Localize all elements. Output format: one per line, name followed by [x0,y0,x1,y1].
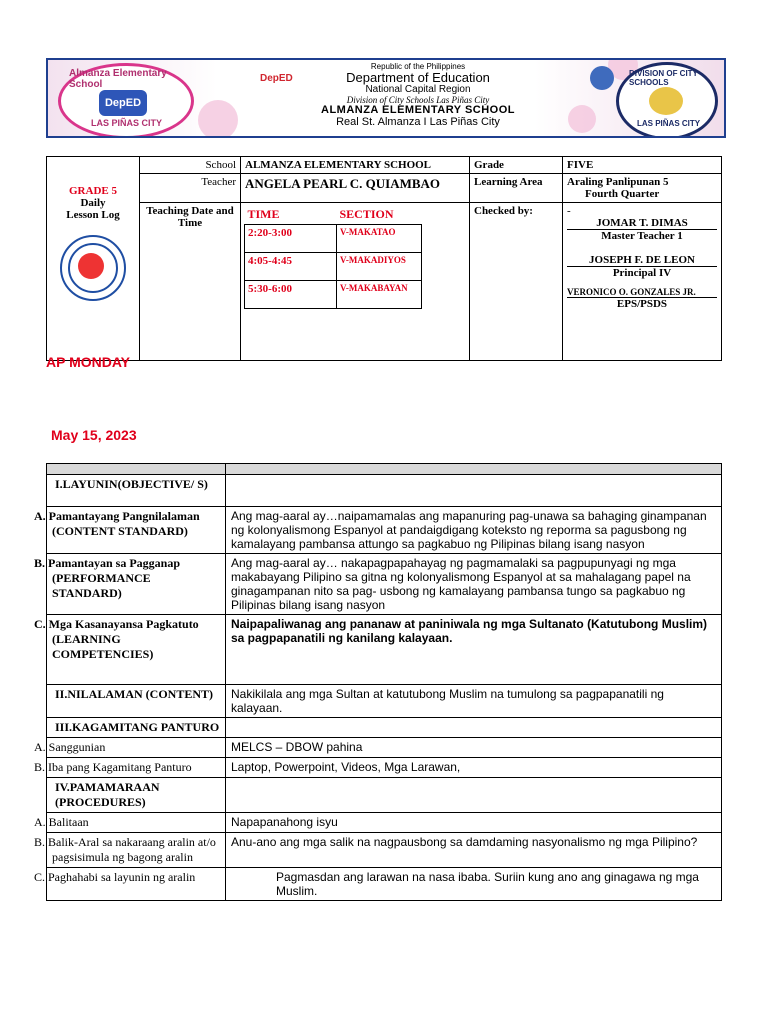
balitaan-text: Napapanahong isyu [226,813,722,833]
paghahabi-label: C. Paghahabi sa layunin ng aralin [47,868,226,901]
grade-value: FIVE [563,157,722,174]
quarter-value: Fourth Quarter [585,188,660,200]
dll-label: Daily Lesson Log [66,197,120,221]
competencies-text: Naipapaliwanag ang pananaw at paniniwala ng mga Sultanato (Katutubong Muslim) sa pagpapanatili ng kanilang kalayaan. [226,615,722,685]
schedule-cell [241,203,470,361]
performance-standard-text: Ang mag-aaral ay… nakapagpapahayag ng pagmamalaki sa pagpupunyagi ng mga makabayang Pilipino sa gitna ng kolonyalismong Espanyol at sa mahalagang papel na ginagampanan nito sa pag- usbong ng kamalayang pambansa tungo sa pagkabuo ng Pilipinas bilang isang nasyon [226,554,722,615]
iba-pang-kagamitan-label: B. Iba pang Kagamitang Panturo [47,758,226,778]
checker3-name: VERONICO O. GONZALES JR. [567,287,717,298]
department-text: Department of Education [346,70,490,86]
school-header-banner [46,58,726,138]
schedule-time: 4:05-4:45 [245,253,337,281]
teaching-date-label: Teaching Date and Time [140,203,241,361]
logo-city-text: LAS PIÑAS CITY [91,118,163,128]
schedule-row [245,253,422,281]
logo-ring-text: Almanza Elementary School [69,68,167,90]
table-row [47,507,722,554]
table-row [47,475,722,507]
teacher-value: ANGELA PEARL C. QUIAMBAO [241,174,470,203]
division-logo [616,62,718,138]
checker2-title: Principal IV [612,267,672,279]
procedures-label: IV.PAMAMARAAN (PROCEDURES) [47,778,226,813]
balik-aral-text: Anu-ano ang mga salik na nagpausbong sa damdaming nasyonalismo ng mga Pilipino? [226,833,722,868]
deped-seal-icon [590,66,614,90]
content-label: II.NILALAMAN (CONTENT) [47,685,226,718]
learning-area-cell [563,174,722,203]
iba-pang-kagamitan-text: Laptop, Powerpoint, Videos, Mga Larawan, [226,758,722,778]
decorative-flower [198,100,238,138]
table-row [47,778,722,813]
section-header: SECTION [339,207,394,221]
table-row [47,758,722,778]
division-text: Division of City Schools Las Piñas City [346,94,490,105]
republic-text: Republic of the Philippines [370,62,466,71]
competencies-label: C. Mga Kasanayansa Pagkatuto (LEARNING COMPETENCIES) [47,615,226,685]
table-header-row [47,464,722,475]
teacher-label: Teacher [140,174,241,203]
content-standard-text: Ang mag-aaral ay…naipamamalas ang mapanuring pag-unawa sa bahaging ginampanan ng kolonyalismong Espanyol at pandaigdigang koteksto ng reporma sa pagusbong ng kamalayang pambansa attungo sa pagkabuo ng Pilipinas bilang isang nasyon [226,507,722,554]
checker3-title: EPS/PSDS [616,298,668,310]
school-logo [58,63,194,138]
checker1-name: JOMAR T. DIMAS [567,217,717,230]
schedule-section: V-MAKABAYAN [337,281,422,309]
ap-monday-heading: AP MONDAY [46,354,131,370]
paghahabi-text: Pagmasdan ang larawan na nasa ibaba. Suriin kung ano ang ginagawa ng mga Muslim. [226,868,722,901]
checker1-title: Master Teacher 1 [601,230,683,242]
banner-text-block [248,63,588,128]
grade-cell [47,157,140,361]
schedule-section: V-MAKADIYOS [337,253,422,281]
info-row-schedule [47,203,722,361]
lesson-date: May 15, 2023 [51,427,137,443]
table-row [47,868,722,901]
division-logo-top-text: DIVISION OF CITY SCHOOLS [629,69,698,87]
schedule-time: 5:30-6:00 [245,281,337,309]
signature-dash: - [567,205,571,217]
lesson-plan-table [34,463,722,901]
checker2-name: JOSEPH F. DE LEON [567,254,717,267]
lesson-log-header-table [46,156,722,361]
signatories-cell [563,203,722,361]
balik-aral-label: B. Balik-Aral sa nakaraang aralin at/o pagsisimula ng bagong aralin [47,833,226,868]
info-row-school [47,157,722,174]
time-header: TIME [247,207,280,221]
schedule-row [245,225,422,253]
schedule-section: V-MAKATAO [337,225,422,253]
table-row [47,554,722,615]
address-text: Real St. Almanza I Las Piñas City [336,115,500,128]
school-name-text: ALMANZA ELEMENTARY SCHOOL [321,103,515,116]
grade-label: GRADE 5 [69,185,117,197]
logo-deped-text: DepED [99,90,147,116]
sanggunian-text: MELCS – DBOW pahina [226,738,722,758]
objectives-label: I.LAYUNIN(OBJECTIVE/ S) [47,475,226,507]
table-row [47,685,722,718]
info-row-teacher [47,174,722,203]
sanggunian-label: A. Sanggunian [47,738,226,758]
kagawaran-seal-icon [60,235,126,301]
division-logo-bottom-text: LAS PIÑAS CITY [637,119,701,128]
learning-area-value: Araling Panlipunan 5 [567,176,669,188]
checked-by-label: Checked by: [470,203,563,361]
table-row [47,833,722,868]
content-standard-label: A. Pamantayang Pangnilalaman (CONTENT STANDARD) [47,507,226,554]
region-text: National Capital Region [365,84,471,96]
school-value: ALMANZA ELEMENTARY SCHOOL [241,157,470,174]
table-row [47,813,722,833]
balitaan-label: A. Balitaan [47,813,226,833]
materials-label: III.KAGAMITANG PANTURO [47,718,226,738]
school-label: School [140,157,241,174]
schedule-time: 2:20-3:00 [245,225,337,253]
schedule-table [244,205,422,309]
grade-field-label: Grade [470,157,563,174]
table-row [47,718,722,738]
table-row [47,615,722,685]
content-text: Nakikilala ang mga Sultan at katutubong Muslim na tumulong sa pagpapanatili ng kalayaan. [226,685,722,718]
deped-logo: DepED [260,73,293,84]
sun-icon [649,87,683,115]
schedule-row [245,281,422,309]
learning-area-label: Learning Area [470,174,563,203]
performance-standard-label: B. Pamantayan sa Pagganap (PERFORMANCE STANDARD) [47,554,226,615]
table-row [47,738,722,758]
